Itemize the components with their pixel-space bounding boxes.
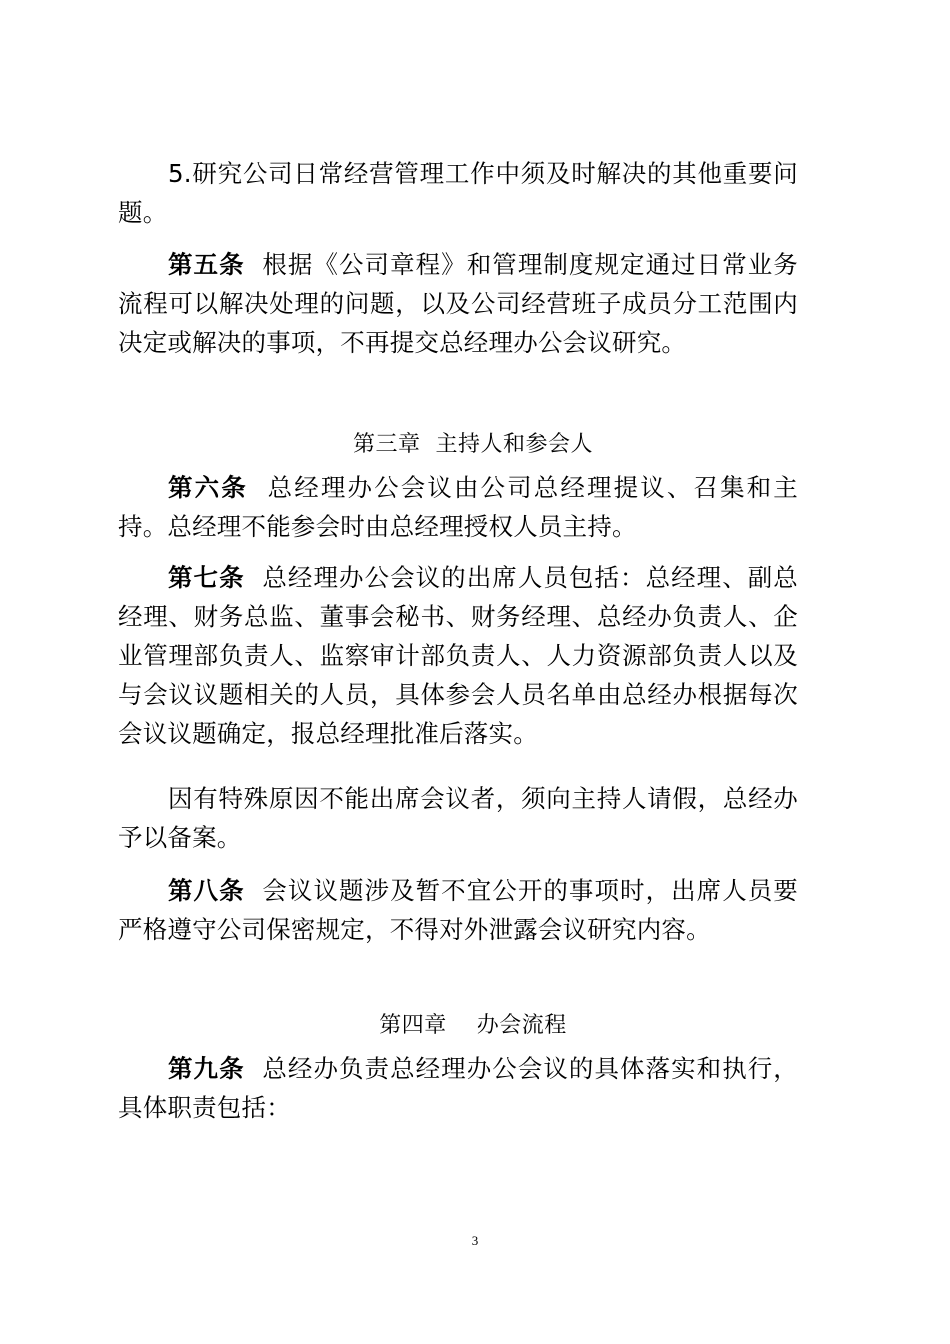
chapter-3-title: 第三章 主持人和参会人 — [353, 432, 593, 457]
article-6-label: 第六条 — [168, 473, 248, 502]
page-number: 3 — [471, 1233, 479, 1248]
article-7-text: 总经理办公会议的出席人员包括：总经理、副总经理、财务总监、董事会秘书、财务经理、总经办负责人、企业管理部负责人、监察审计部负责人、人力资源部负责人以及与会议议题相关的人员，具体参会人员名单由总经办根据每次会议议题确定，报总经理批准后落实。 — [118, 563, 799, 748]
item-5-text: 5.研究公司日常经营管理工作中须及时解决的其他重要问题。 — [118, 159, 798, 227]
article-7-note-text: 因有特殊原因不能出席会议者，须向主持人请假，总经办予以备案。 — [118, 784, 798, 852]
article-9-label: 第九条 — [168, 1054, 245, 1083]
article-5-paragraph — [118, 245, 798, 362]
chapter-4-title: 第四章 办会流程 — [379, 1013, 567, 1038]
article-8-label: 第八条 — [168, 876, 245, 905]
article-5-label: 第五条 — [168, 250, 245, 279]
article-5-text: 根据《公司章程》和管理制度规定通过日常业务流程可以解决处理的问题，以及公司经营班子成员分工范围内决定或解决的事项，不再提交总经理办公会议研究。 — [118, 250, 799, 357]
item-5-paragraph — [118, 154, 798, 232]
article-6-text: 总经理办公会议由公司总经理提议、召集和主持。总经理不能参会时由总经理授权人员主持。 — [118, 473, 798, 541]
article-8-text: 会议议题涉及暂不宜公开的事项时，出席人员要严格遵守公司保密规定，不得对外泄露会议研究内容。 — [118, 876, 799, 944]
article-7-label: 第七条 — [168, 563, 245, 592]
article-8-paragraph — [118, 871, 798, 949]
chapter-3-heading — [118, 430, 828, 460]
chapter-4-heading — [118, 1011, 828, 1041]
article-7-paragraph — [118, 558, 798, 753]
article-7-note-paragraph — [118, 779, 798, 857]
article-6-paragraph — [118, 468, 798, 546]
article-9-text: 总经办负责总经理办公会议的具体落实和执行，具体职责包括： — [118, 1054, 799, 1122]
article-9-paragraph — [118, 1049, 798, 1127]
